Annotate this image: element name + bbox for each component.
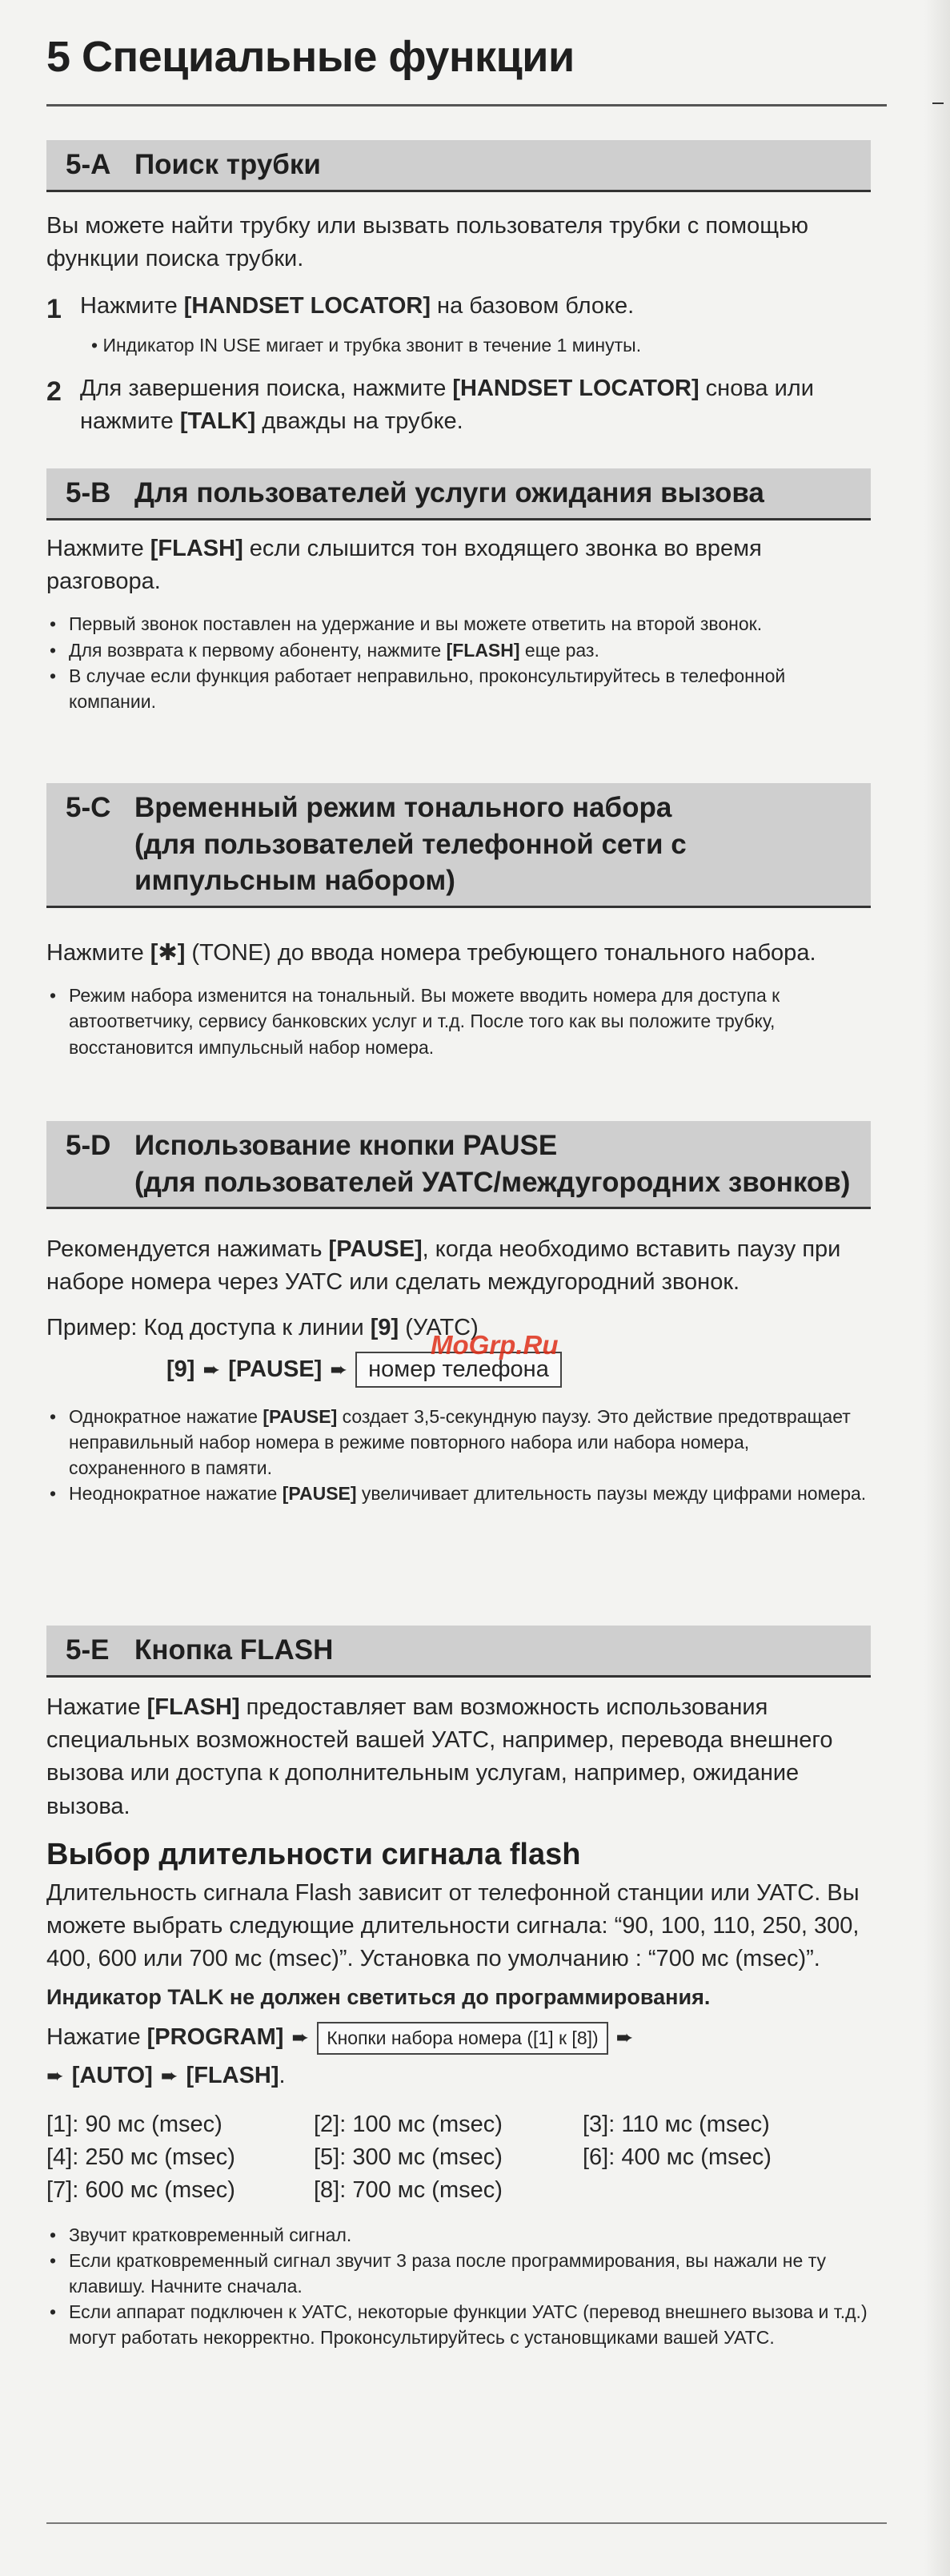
subsection-title: Выбор длительности сигнала flash [46,1837,581,1871]
key-flash: [FLASH] [150,536,243,561]
section-header-5d [46,1121,871,1209]
dial-keys-box: Кнопки набора номера ([1] к [8]) [317,2022,607,2055]
bullet-item: • Если аппарат подключен к УАТС, некоторые функции УАТС (перевод внешнего вызова и т.д.) могут работать некорректно. Проконсультируйтесь с установщиками вашей УАТС. [50,2301,868,2349]
step-number: 2 [46,376,62,407]
flash-option: [1]: 90 мс (msec) [46,2112,222,2138]
key-pause: [PAUSE] [263,1405,338,1427]
bullet-item: • В случае если функция работает неправильно, проконсультируйтесь в телефонной компании. [50,665,786,712]
program-sequence-cont: ➨ [AUTO] ➨ [FLASH]. [46,2060,871,2092]
paragraph: Нажмите [✱] (TONE) до ввода номера требующего тонального набора. [46,940,816,966]
key-pause: [PAUSE] [328,1236,423,1262]
arrow-icon: ➨ [160,2063,178,2088]
flash-option: [4]: 250 мс (msec) [46,2144,235,2171]
key-auto: [AUTO] [71,2062,153,2088]
arrow-icon: ➨ [202,1356,221,1381]
example-line: Пример: Код доступа к линии [9] (УАТС) [46,1315,479,1341]
step-text: Нажмите [HANDSET LOCATOR] на базовом блоке. [80,293,635,319]
arrow-icon: ➨ [46,2063,64,2088]
flash-options-grid [46,2108,871,2208]
paragraph: Вы можете найти трубку или вызвать пользователя трубки с помощью функции поиска трубки. [46,213,808,272]
section-number: 5-E [66,1634,110,1666]
key-program: [PROGRAM] [146,2024,284,2051]
bullet-item: • Для возврата к первому абоненту, нажмите [FLASH] еще раз. [50,639,599,661]
section-title: Использование кнопки PAUSE (для пользователей УАТС/междугородних звонков) [134,1130,851,1198]
section-number: 5-B [66,477,111,508]
step-text: Для завершения поиска, нажмите [HANDSET LOCATOR] снова или нажмите [TALK] дважды на трубке. [80,375,814,434]
key-9: [9] [166,1356,195,1382]
program-sequence: Нажатие [PROGRAM] ➨ Кнопки набора номера ([1] к [8]) ➨ [46,2021,871,2055]
step-number: 1 [46,294,62,325]
edge-mark [932,102,944,104]
section-title: Кнопка FLASH [134,1634,334,1666]
section-header-5b [46,468,871,520]
section-body-5e [46,1691,871,2350]
step-1 [46,290,871,328]
key-pause: [PAUSE] [228,1356,323,1382]
section-title: Временный режим тонального набора (для пользователей телефонной сети с импульсным набором) [134,792,687,896]
step-note: • Индикатор IN USE мигает и трубка звонит в течение 1 минуты. [91,334,642,356]
flash-option: [8]: 700 мс (msec) [314,2177,503,2204]
section-title: Поиск трубки [134,149,321,180]
bullet-item: • Если кратковременный сигнал звучит 3 раза после программирования, вы нажали не ту клавишу. Начните сначала. [50,2249,826,2297]
phone-number-box: номер телефона [355,1352,562,1388]
section-title: Для пользователей услуги ожидания вызова [134,477,764,508]
bullet-item: • Режим набора изменится на тональный. Вы можете вводить номера для доступа к автоответчику, сервису банковских услуг и т.д. После того как вы положите трубку, восстановится импульсный набор номера. [50,985,780,1058]
bullet-item: • Однократное нажатие [PAUSE] создает 3,5-секундную паузу. Это действие предотвращает неправильный набор номера в режиме повторного набора или набора номера, сохраненного в памяти. [50,1405,851,1479]
key-flash: [FLASH] [186,2062,279,2088]
section-body-5b [46,532,871,714]
key-flash: [FLASH] [146,1694,240,1720]
bullet-item: • Звучит кратковременный сигнал. [50,2224,352,2245]
flash-option: [3]: 110 мс (msec) [583,2112,770,2138]
section-header-5a [46,140,871,192]
section-body-5c [46,937,871,1060]
page-edge-shadow [924,0,950,2576]
chapter-title: 5 Специальные функции [46,33,575,81]
flash-option: [5]: 300 мс (msec) [314,2144,503,2171]
arrow-icon: ➨ [291,2025,310,2050]
key-9: [9] [370,1315,399,1341]
bottom-rule [46,2522,887,2524]
key-handset-locator: [HANDSET LOCATOR] [452,375,699,401]
section-body-5d [46,1233,871,1506]
paragraph: Нажмите [FLASH] если слышится тон входящего звонка во время разговора. [46,536,762,595]
key-pause: [PAUSE] [282,1483,357,1505]
key-flash: [FLASH] [446,639,520,661]
arrow-icon: ➨ [330,1356,348,1381]
section-header-5c [46,783,871,908]
watermark-text: MoGrp.Ru [431,1330,559,1360]
key-handset-locator: [HANDSET LOCATOR] [183,293,431,319]
paragraph: Нажатие [FLASH] предоставляет вам возможность использования специальных возможностей вашей УАТС, например, перевода внешнего вызова или доступа к дополнительным услугам, например, ожидание вызова. [46,1694,833,1819]
section-number: 5-A [66,149,111,180]
section-number: 5-C [66,792,111,823]
paragraph: Длительность сигнала Flash зависит от телефонной станции или УАТС. Вы можете выбрать следующие длительности сигнала: “90, 100, 110, 250, 300, 400, 600 или 700 мс (msec)”. Установка по умолчанию : “700 мс (msec)”. [46,1879,860,1972]
chapter-rule [46,104,887,106]
section-number: 5-D [66,1130,111,1161]
step-2 [46,372,871,438]
bullet-item: • Неоднократное нажатие [PAUSE] увеличивает длительность паузы между цифрами номера. [50,1483,867,1505]
warning-line: Индикатор TALK не должен светиться до программирования. [46,1985,711,2010]
arrow-icon: ➨ [615,2025,634,2050]
flash-option: [2]: 100 мс (msec) [314,2112,503,2138]
paragraph: Рекомендуется нажимать [PAUSE], когда необходимо вставить паузу при наборе номера через УАТС или сделать междугородний звонок. [46,1236,841,1296]
bullet-item: • Первый звонок поставлен на удержание и вы можете ответить на второй звонок. [50,613,763,635]
key-star-tone: [✱] [150,940,186,966]
flash-option: [6]: 400 мс (msec) [583,2144,772,2171]
section-header-5e [46,1626,871,1678]
section-body-5a [46,210,871,438]
key-talk: [TALK] [179,408,256,434]
flash-option: [7]: 600 мс (msec) [46,2177,235,2204]
